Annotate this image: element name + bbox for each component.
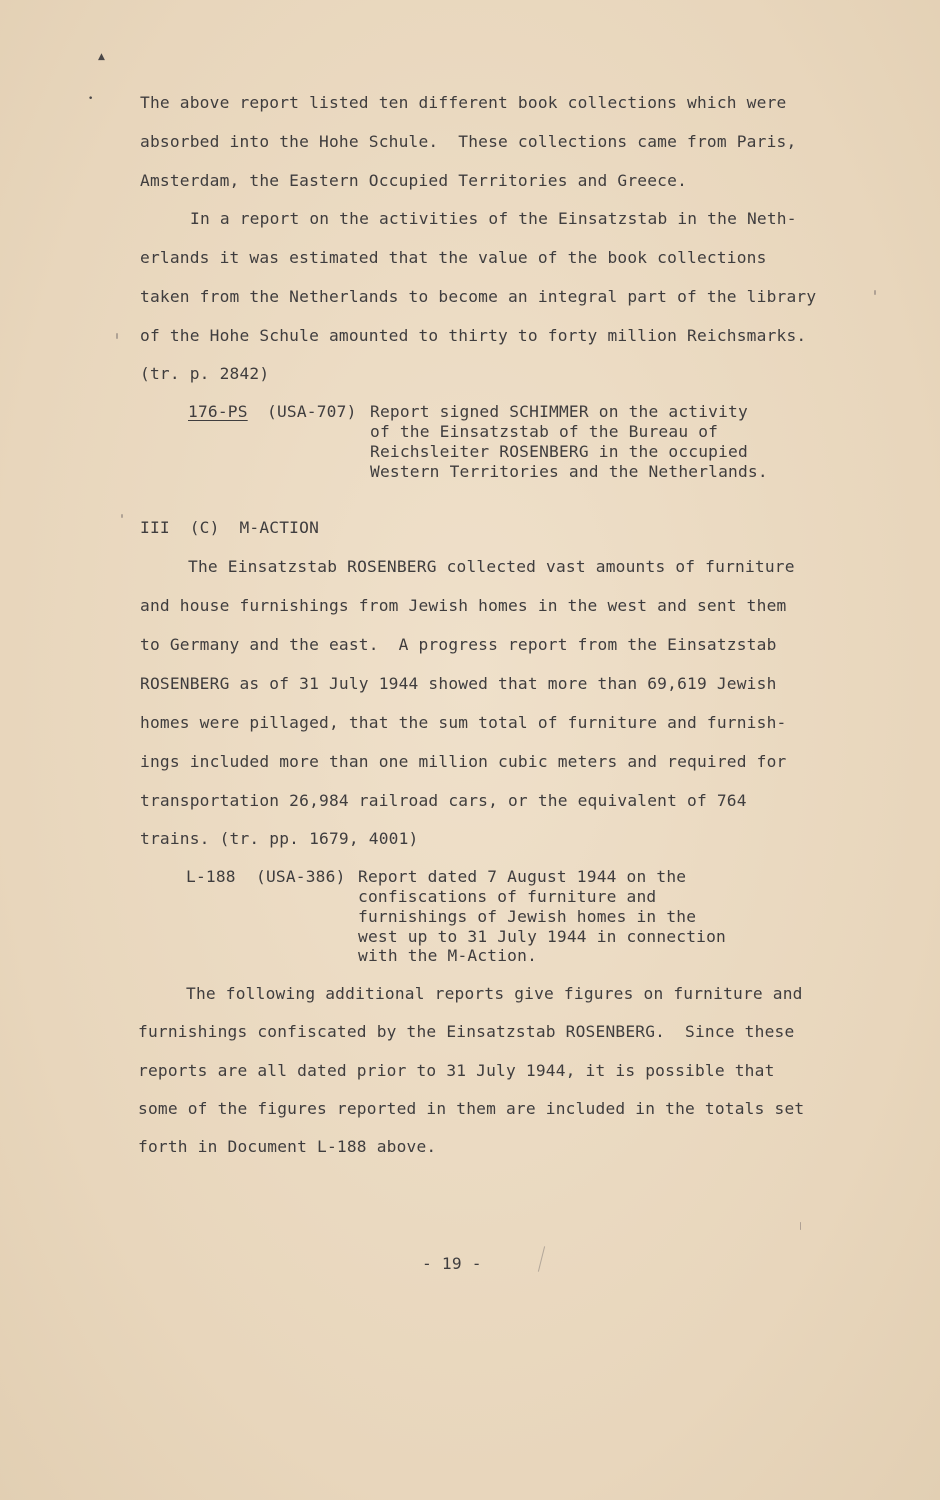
paragraph-3-line: ings included more than one million cubic meters and required for bbox=[140, 752, 787, 771]
margin-mark: • bbox=[88, 94, 94, 104]
paragraph-4-line: some of the figures reported in them are included in the totals set bbox=[138, 1099, 805, 1118]
reference-2-code: L-188 bbox=[186, 867, 236, 886]
reference-2-description-line: furnishings of Jewish homes in the bbox=[358, 907, 697, 926]
margin-speck bbox=[121, 514, 123, 518]
paragraph-4-line: furnishings confiscated by the Einsatzstab ROSENBERG. Since these bbox=[138, 1022, 795, 1041]
reference-2-exhibit: (USA-386) bbox=[256, 867, 346, 886]
reference-2-description-line: Report dated 7 August 1944 on the bbox=[358, 867, 687, 886]
paragraph-4-line: reports are all dated prior to 31 July 1944, it is possible that bbox=[138, 1061, 775, 1080]
paragraph-2-line: In a report on the activities of the Einsatzstab in the Neth- bbox=[190, 209, 797, 228]
paragraph-1-line: The above report listed ten different book collections which were bbox=[140, 93, 787, 112]
reference-2-description-line: with the M-Action. bbox=[358, 946, 538, 965]
stray-pencil-mark bbox=[538, 1246, 545, 1271]
paragraph-3-line: homes were pillaged, that the sum total of furniture and furnish- bbox=[140, 713, 787, 732]
paragraph-1-line: absorbed into the Hohe Schule. These collections came from Paris, bbox=[140, 132, 797, 151]
paragraph-2-line: erlands it was estimated that the value of the book collections bbox=[140, 248, 767, 267]
reference-1-description-line: Western Territories and the Netherlands. bbox=[370, 462, 768, 481]
paragraph-1-line: Amsterdam, the Eastern Occupied Territories and Greece. bbox=[140, 171, 688, 190]
reference-1-description-line: Report signed SCHIMMER on the activity bbox=[370, 402, 748, 421]
reference-1-description-line: of the Einsatzstab of the Bureau of bbox=[370, 422, 719, 441]
page-number: - 19 - bbox=[422, 1254, 482, 1273]
section-heading: III (C) M-ACTION bbox=[140, 518, 320, 537]
reference-2-description-line: west up to 31 July 1944 in connection bbox=[358, 927, 726, 946]
margin-speck bbox=[800, 1222, 801, 1230]
paragraph-3-line: The Einsatzstab ROSENBERG collected vast amounts of furniture bbox=[188, 557, 795, 576]
paragraph-4-line: forth in Document L-188 above. bbox=[138, 1137, 437, 1156]
reference-2-description-line: confiscations of furniture and bbox=[358, 887, 657, 906]
margin-mark: ▲ bbox=[98, 52, 106, 62]
paragraph-2-line: of the Hohe Schule amounted to thirty to forty million Reichsmarks. bbox=[140, 326, 807, 345]
paragraph-2-line: (tr. p. 2842) bbox=[140, 364, 270, 383]
paragraph-3-line: and house furnishings from Jewish homes in the west and sent them bbox=[140, 596, 787, 615]
reference-1-code: 176-PS bbox=[188, 402, 248, 421]
paragraph-3-line: trains. (tr. pp. 1679, 4001) bbox=[140, 829, 419, 848]
paragraph-2-line: taken from the Netherlands to become an integral part of the library bbox=[140, 287, 817, 306]
paragraph-3-line: to Germany and the east. A progress report from the Einsatzstab bbox=[140, 635, 777, 654]
margin-speck bbox=[874, 290, 876, 295]
reference-1-description-line: Reichsleiter ROSENBERG in the occupied bbox=[370, 442, 748, 461]
reference-1-exhibit: (USA-707) bbox=[267, 402, 357, 421]
margin-speck bbox=[116, 333, 118, 339]
paragraph-3-line: transportation 26,984 railroad cars, or the equivalent of 764 bbox=[140, 791, 747, 810]
paragraph-4-line: The following additional reports give figures on furniture and bbox=[186, 984, 803, 1003]
paragraph-3-line: ROSENBERG as of 31 July 1944 showed that more than 69,619 Jewish bbox=[140, 674, 777, 693]
